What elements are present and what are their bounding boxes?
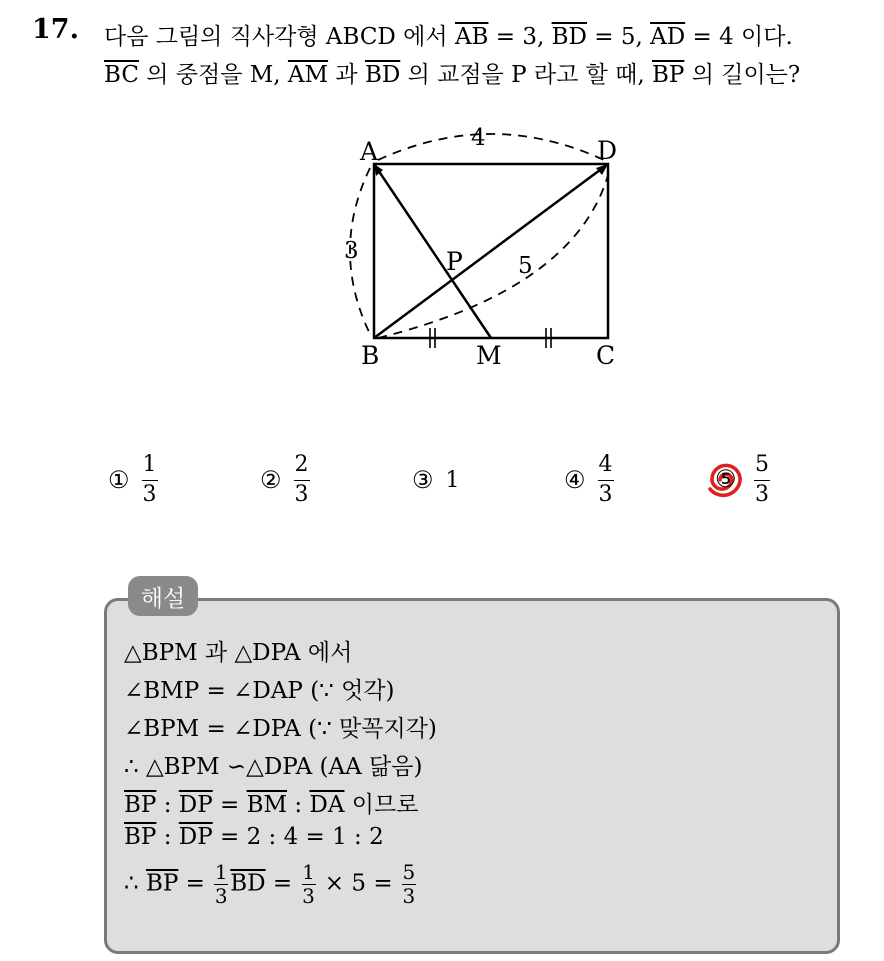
choice-5[interactable]	[706, 450, 770, 510]
question-line-1: 다음 그림의 직사각형 ABCD 에서 $\overline{AB} = 3$, $\overline{BD} = 5$, $\overline{AD} = 4$ 이다.	[104, 24, 793, 50]
choice-3-value: 1	[445, 467, 460, 493]
choice-5-number: ⑤	[715, 465, 737, 493]
segment-ad: $\overline{AD}$	[650, 24, 686, 50]
choice-3[interactable]	[412, 450, 460, 510]
length-ad: 4	[471, 125, 486, 151]
choice-2[interactable]	[260, 450, 310, 510]
choice-1[interactable]	[108, 450, 158, 510]
arc-ad	[378, 134, 604, 160]
label-m: M	[476, 341, 502, 370]
choice-4-number: ④	[564, 466, 586, 494]
choice-1-fraction: $\frac{1}{3}$	[142, 452, 157, 507]
choice-3-number: ③	[412, 466, 434, 494]
segment-am-line	[374, 164, 491, 338]
solution-tag: 해설	[128, 576, 198, 616]
question-line-2: $\overline{BC}$ 의 중점을 M, $\overline{AM}$ 과 $\overline{BD}$ 의 교점을 P 라고 할 때, $\overline{BP}$ 의 길이는?	[104, 62, 801, 88]
length-bd: 5	[518, 253, 533, 279]
solution-line-4: ∴ △BPM ∽△DPA (AA 닮음)	[124, 754, 423, 780]
arc-bd	[378, 168, 610, 338]
choice-2-number: ②	[260, 466, 282, 494]
label-p: P	[446, 247, 463, 276]
label-a: A	[360, 137, 379, 166]
segment-am: $\overline{AM}$	[287, 62, 329, 88]
choice-5-fraction: $\frac{5}{3}$	[755, 452, 769, 507]
solution-line-3: ∠BPM = ∠DPA (∵ 맞꼭지각)	[124, 716, 437, 742]
choice-4-fraction: $\frac{4}{3}$	[598, 452, 613, 507]
label-b: B	[361, 341, 380, 370]
segment-bd: $\overline{BD}$	[551, 24, 587, 50]
solution-line-2: ∠BMP = ∠DAP (∵ 엇각)	[124, 678, 395, 704]
solution-line-7: ∴ $\overline{BP}$ = $\frac{1}{3}$ $\overline{BD}$ = $\frac{1}{3}$ × 5 = $\frac{5}{3}$	[124, 860, 416, 908]
choice-1-number: ①	[108, 466, 130, 494]
label-c: C	[596, 341, 616, 370]
segment-bp: $\overline{BP}$	[652, 62, 685, 88]
solution-line-6: $\overline{BP}$ : $\overline{DP} = 2$ : 4 = 1 : 2	[124, 824, 384, 850]
solution-line-1: △BPM 과 △DPA 에서	[124, 640, 353, 666]
solution-line-5: $\overline{BP}$ : $\overline{DP} = \overline{BM}$ : $\overline{DA}$ 이므로	[124, 792, 419, 818]
diagonal-bd	[374, 164, 608, 338]
label-d: D	[597, 136, 618, 165]
segment-bd-2: $\overline{BD}$	[364, 62, 401, 88]
choice-2-fraction: $\frac{2}{3}$	[294, 452, 309, 507]
segment-ab: $\overline{AB}$	[454, 24, 489, 50]
length-ab: 3	[344, 238, 359, 264]
rectangle-figure	[330, 118, 640, 378]
arrowhead-d	[596, 164, 608, 175]
segment-bc: $\overline{BC}$	[104, 62, 139, 88]
choice-4[interactable]	[564, 450, 614, 510]
question-number: 17.	[32, 14, 79, 45]
choice-5-marked	[706, 460, 746, 500]
